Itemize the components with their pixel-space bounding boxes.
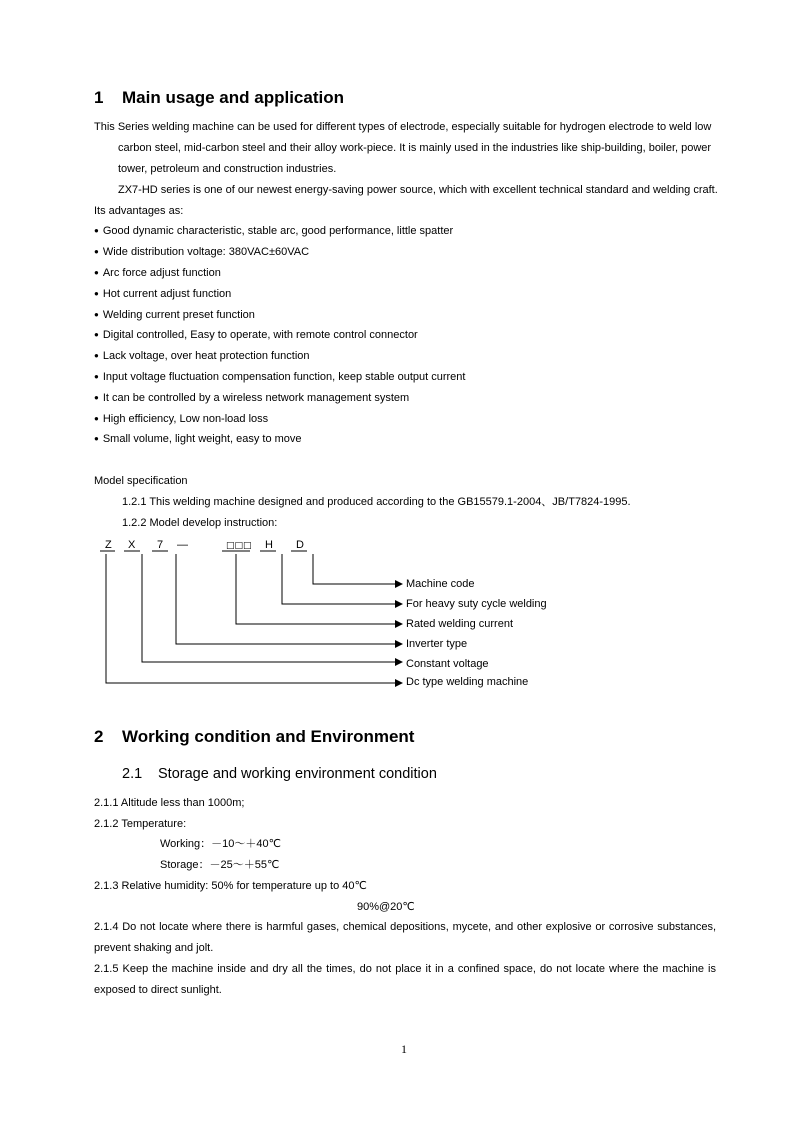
section-2-heading [94, 727, 414, 747]
intro-line-2: carbon steel, mid-carbon steel and their alloy work-piece. It is mainly used in the industries like ship-building, boiler, power [118, 142, 712, 154]
code-current-boxes: □□□ [226, 541, 252, 551]
advantage-item: ● It can be controlled by a wireless network management system [94, 391, 409, 406]
altitude-text: 2.1.1 Altitude less than 1000m; [94, 797, 245, 809]
advantage-item: ● Lack voltage, over heat protection function [94, 349, 310, 364]
code-letter-z: Z [105, 539, 112, 551]
connector-dc-type [106, 554, 402, 683]
connector-heavy-duty [282, 554, 402, 604]
dry-line-1: 2.1.5 Keep the machine inside and dry all the times, do not place it in a confined space, do not locate where the machine is [94, 963, 716, 975]
advantage-item: ● High efficiency, Low non-load loss [94, 412, 268, 427]
page-number: 1 [401, 1042, 407, 1056]
connector-rated-current [236, 554, 402, 624]
humidity-text-2: 90%@20℃ [357, 901, 415, 913]
advantage-item: ● Good dynamic characteristic, stable arc, good performance, little spatter [94, 224, 453, 239]
label-rated-current: Rated welding current [406, 618, 514, 630]
model-spec-instruction: 1.2.2 Model develop instruction: [122, 517, 278, 529]
connector-machine-code [313, 554, 402, 584]
model-spec-heading: Model specification [94, 475, 188, 487]
label-heavy-duty: For heavy suty cycle welding [406, 598, 547, 610]
advantage-item: ● Small volume, light weight, easy to move [94, 432, 302, 447]
advantage-item: ● Hot current adjust function [94, 287, 231, 302]
section-1-number: 1 [94, 88, 104, 107]
code-letter-x: X [128, 539, 136, 551]
label-inverter-type: Inverter type [406, 638, 468, 650]
advantage-item: ● Welding current preset function [94, 308, 255, 323]
code-letter-7: 7 [157, 539, 164, 551]
label-dc-type: Dc type welding machine [406, 676, 529, 688]
intro-line-4: ZX7-HD series is one of our newest energy-saving power source, which with excellent technical standard and welding craft. [118, 184, 718, 196]
section-2-title: Working condition and Environment [122, 727, 415, 746]
advantage-item: ● Wide distribution voltage: 380VAC±60VAC [94, 245, 309, 260]
intro-line-1: This Series welding machine can be used for different types of electrode, especially suitable for hydrogen electrode to weld low [94, 121, 712, 133]
connector-inverter [176, 554, 402, 644]
subsection-2-1-heading [122, 766, 437, 782]
intro-line-3: tower, petroleum and construction industries. [118, 163, 337, 175]
humidity-text: 2.1.3 Relative humidity: 50% for temperature up to 40℃ [94, 880, 367, 892]
connector-constant-voltage [142, 554, 402, 662]
advantage-item: ● Arc force adjust function [94, 266, 221, 281]
model-spec-standard: 1.2.1 This welding machine designed and produced according to the GB15579.1-2004、JB/T7824-1995. [122, 496, 631, 508]
gases-line-1: 2.1.4 Do not locate where there is harmful gases, chemical depositions, mycete, and other explosive or corrosive substances, [94, 921, 716, 933]
subsection-2-1-title: Storage and working environment condition [158, 766, 437, 782]
code-dash: — [177, 539, 188, 551]
gases-line-2: prevent shaking and jolt. [94, 942, 214, 954]
advantages-heading: Its advantages as: [94, 205, 184, 217]
section-1-title: Main usage and application [122, 88, 344, 107]
label-machine-code: Machine code [406, 578, 475, 590]
subsection-2-1-number: 2.1 [122, 766, 143, 782]
code-letter-h: H [265, 539, 273, 551]
label-constant-voltage: Constant voltage [406, 658, 489, 670]
section-2-number: 2 [94, 727, 104, 746]
advantage-item: ● Input voltage fluctuation compensation function, keep stable output current [94, 370, 465, 385]
storage-temperature: Storage：－25～＋55℃ [160, 859, 280, 871]
advantage-item: ● Digital controlled, Easy to operate, with remote control connector [94, 328, 418, 343]
working-temperature: Working：－10～＋40℃ [160, 838, 281, 850]
code-letter-d: D [296, 539, 304, 551]
temperature-text: 2.1.2 Temperature: [94, 818, 187, 830]
dry-line-2: exposed to direct sunlight. [94, 984, 222, 996]
